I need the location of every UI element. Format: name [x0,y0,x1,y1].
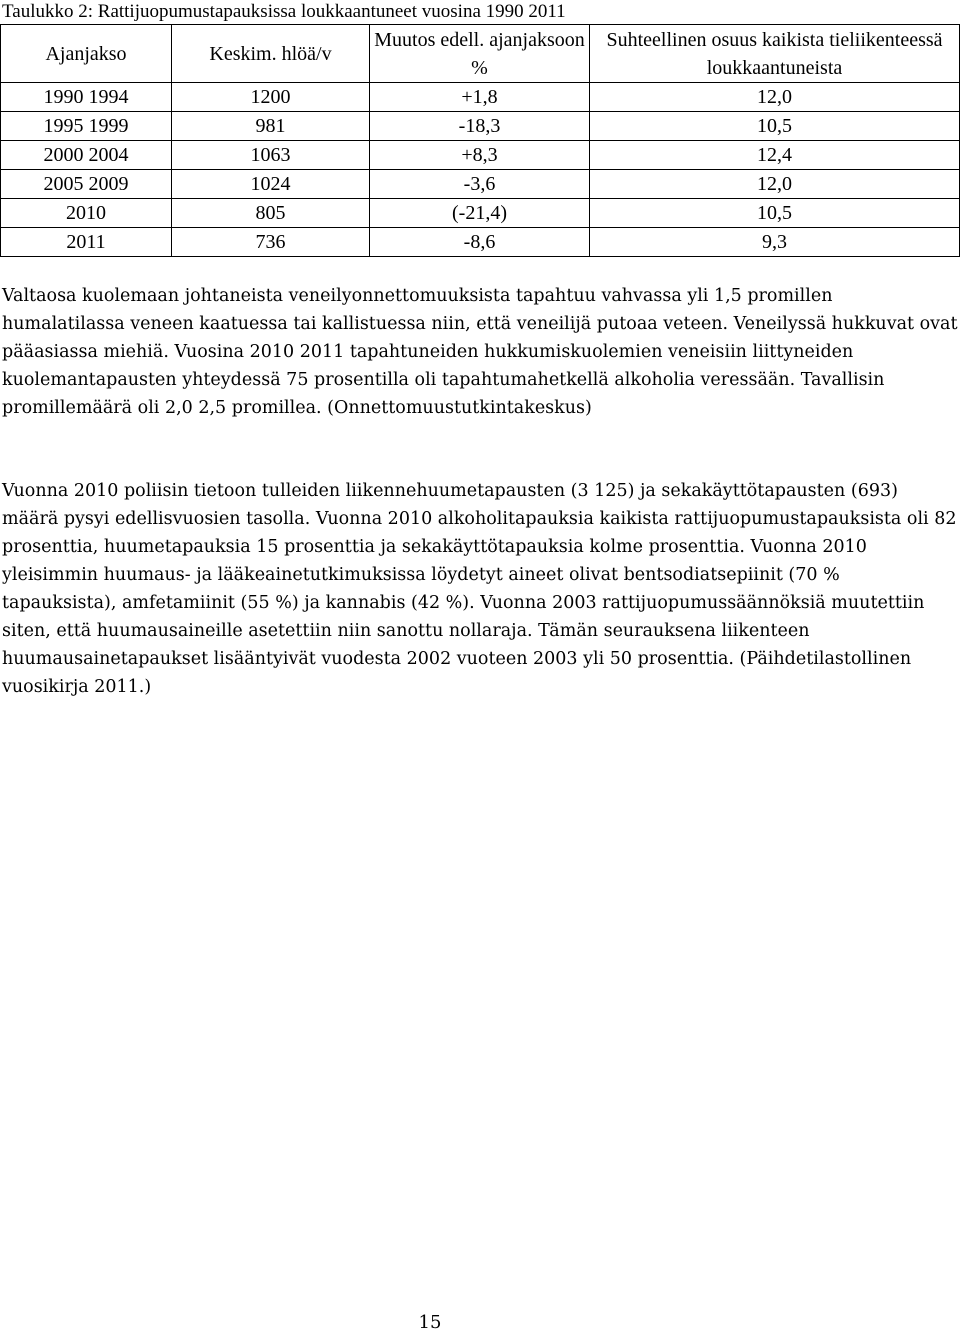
table-row [1,228,960,257]
header-cell: Ajanjakso [1,25,172,83]
table-row [1,83,960,112]
table-cell: -8,6 [370,228,590,257]
table-cell: 1200 [172,83,370,112]
table-cell: 736 [172,228,370,257]
table-row [1,170,960,199]
table-cell: -18,3 [370,112,590,141]
table-cell: 12,4 [590,141,960,170]
table-cell: 12,0 [590,170,960,199]
table-row [1,112,960,141]
table-header-row [1,25,960,83]
table-caption: Taulukko 2: Rattijuopumustapauksissa loukkaantuneet vuosina 1990 2011 [2,1,566,22]
table-cell: 981 [172,112,370,141]
table-cell: 10,5 [590,112,960,141]
table-cell: +1,8 [370,83,590,112]
paragraph-boating-accidents: Valtaosa kuolemaan johtaneista veneilyonnettomuuksista tapahtuu vahvassa yli 1,5 promillen humalatilassa veneen kaatuessa tai kallistuessa niin, että veneilijä putoaa veteen. Veneilyssä hukkuvat ovat pääasiassa miehiä. Vuosina 2010 2011 tapahtuneiden hukkumiskuolemien veneisiin liittyneiden kuolemantapausten yhteydessä 75 prosentilla oli tapahtumahetkellä alkoholia veressään. Tavallisin promillemäärä oli 2,0 2,5 promillea. (Onnettomuustutkintakeskus) [2,286,958,418]
table-cell: 1024 [172,170,370,199]
page-number: 15 [418,1312,442,1333]
header-cell: Keskim. hlöä/v [172,25,370,83]
table-cell: 2010 [1,199,172,228]
table-cell: 2000 2004 [1,141,172,170]
table-cell: 1995 1999 [1,112,172,141]
table-cell: 1990 1994 [1,83,172,112]
table-cell: 805 [172,199,370,228]
table-cell: +8,3 [370,141,590,170]
table-cell: 10,5 [590,199,960,228]
table-cell: 2011 [1,228,172,257]
table-cell: 12,0 [590,83,960,112]
paragraph-drug-driving: Vuonna 2010 poliisin tietoon tulleiden liikennehuumetapausten (3 125) ja sekakäyttötapausten (693) määrä pysyi edellisvuosien tasolla. Vuonna 2010 alkoholitapauksia kaikista rattijuopumustapauksista oli 82 prosenttia, huumetapauksia 15 prosenttia ja sekakäyttötapauksia kolme prosenttia. Vuonna 2010 yleisimmin huumaus- ja lääkeainetutkimuksissa löydetyt aineet olivat bentsodiatsepiinit (70 % tapauksista), amfetamiinit (55 %) ja kannabis (42 %). Vuonna 2003 rattijuopumussäännöksiä muutettiin siten, että huumausaineille asetettiin niin sanottu nollaraja. Tämän seurauksena liikenteen huumausainetapaukset lisääntyivät vuodesta 2002 vuoteen 2003 yli 50 prosenttia. (Päihdetilastollinen vuosikirja 2011.) [2,481,957,697]
table-cell: (-21,4) [370,199,590,228]
table-cell: 2005 2009 [1,170,172,199]
header-cell: Suhteellinen osuus kaikista tieliikenteessä loukkaantuneista [590,25,960,83]
data-table [0,24,960,257]
table-row [1,199,960,228]
table-cell: 9,3 [590,228,960,257]
table-cell: 1063 [172,141,370,170]
header-cell: Muutos edell. ajanjaksoon % [370,25,590,83]
table-cell: -3,6 [370,170,590,199]
table-row [1,141,960,170]
